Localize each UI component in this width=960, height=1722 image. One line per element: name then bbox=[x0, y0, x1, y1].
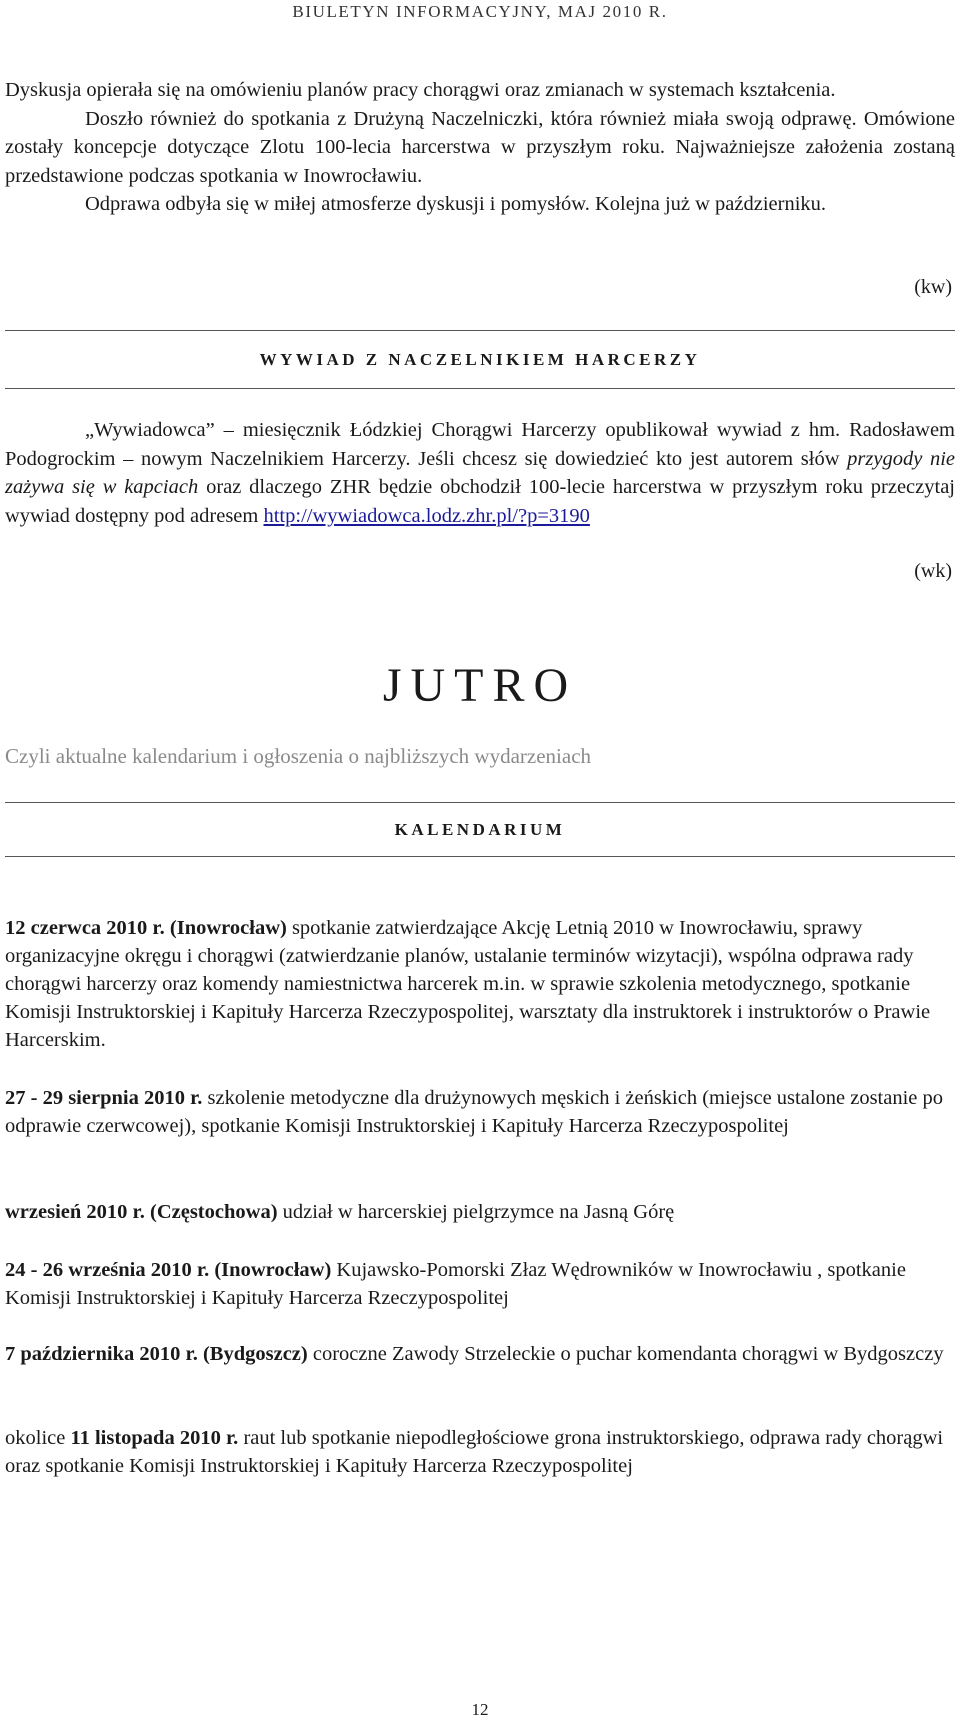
interview-text-before: „Wywiadowca” – miesięcznik Łódzkiej Chorągwi Harcerzy opublikował wywiad z hm. Radosławem Podogrockim – nowym Naczelnikiem Harcerzy. Jeśli chcesz się dowiedzieć kto jest autorem słów bbox=[5, 419, 955, 470]
calendar-heading: KALENDARIUM bbox=[394, 820, 566, 839]
calendar-event bbox=[5, 914, 955, 1054]
event-place: (Inowrocław) bbox=[169, 917, 287, 939]
event-description: spotkanie zatwierdzające Akcję Letnią 2010 w Inowrocławiu, sprawy organizacyjne okręgu i chorągwi (zatwierdzanie planów, ustalanie terminów wizytacji), wspólna odprawa rady chorągwi harcerzy oraz komendy namiestnictwa harcerek m.in. w sprawie szkolenia metodycznego, spotkanie Komisji Instruktorskiej i Kapituły Harcerza Rzeczypospolitej, warsztaty dla instruktorek i instruktorów o Prawie Harcerskim. bbox=[5, 917, 931, 1051]
jutro-title: JUTRO bbox=[382, 659, 578, 712]
intro-paragraph-2: Doszło również do spotkania z Drużyną Naczelniczki, która również miała swoją odprawę. Omówione zostały koncepcje dotyczące Zlotu 100-lecia harcerstwa w przyszłym roku. Najważniejsze założenia zostaną przedstawione podczas spotkania w Inowrocławiu. bbox=[5, 107, 955, 187]
interview-paragraph bbox=[5, 416, 955, 530]
interview-quote: przygody nie zażywa się w kapciach bbox=[5, 447, 956, 498]
event-description: raut lub spotkanie niepodległościowe grona instruktorskiego, odprawa rady chorągwi oraz spotkanie Komisji Instruktorskiej i Kapituły Harcerza Rzeczypospolitej bbox=[5, 1427, 944, 1477]
calendar-rule-bottom bbox=[5, 856, 955, 857]
calendar-event bbox=[5, 1424, 955, 1480]
event-description: szkolenie metodyczne dla drużynowych męskich i żeńskich (miejsce ustalone zostanie po odprawie czerwcowej), spotkanie Komisji Instruktorskiej i Kapituły Harcerza Rzeczypospolitej bbox=[5, 1087, 944, 1137]
running-header: BIULETYN INFORMACYJNY, MAJ 2010 R. bbox=[292, 2, 668, 21]
calendar-event bbox=[5, 1198, 955, 1226]
event-date: 12 czerwca 2010 r. bbox=[5, 917, 165, 939]
event-place: (Bydgoszcz) bbox=[202, 1343, 308, 1365]
event-place: (Częstochowa) bbox=[150, 1201, 278, 1223]
page-number: 12 bbox=[471, 1700, 489, 1719]
intro-section bbox=[5, 76, 955, 219]
calendar-rule-top bbox=[5, 802, 955, 803]
event-date: 7 października 2010 r. bbox=[5, 1343, 198, 1365]
event-place: (Inowrocław) bbox=[214, 1259, 332, 1281]
event-date: 27 - 29 sierpnia 2010 r. bbox=[5, 1087, 203, 1109]
event-description: Kujawsko-Pomorski Złaz Wędrowników w Inowrocławiu , spotkanie Komisji Instruktorskiej i Kapituły Harcerza Rzeczypospolitej bbox=[5, 1259, 906, 1309]
event-description: udział w harcerskiej pielgrzymce na Jasną Górę bbox=[282, 1201, 675, 1223]
event-date: 11 listopada 2010 r. bbox=[70, 1427, 239, 1449]
event-date: 24 - 26 września 2010 r. bbox=[5, 1259, 210, 1281]
section-rule-top bbox=[5, 330, 955, 331]
interview-heading: WYWIAD Z NACZELNIKIEM HARCERZY bbox=[259, 350, 701, 369]
intro-paragraph-3: Odprawa odbyła się w miłej atmosferze dyskusji i pomysłów. Kolejna już w październiku. bbox=[85, 193, 827, 215]
intro-signature: (kw) bbox=[914, 276, 952, 298]
event-date: wrzesień 2010 r. bbox=[5, 1201, 145, 1223]
calendar-event bbox=[5, 1084, 955, 1140]
intro-paragraph-1: Dyskusja opierała się na omówieniu planów pracy chorągwi oraz zmianach w systemach kształcenia. bbox=[5, 79, 836, 101]
event-prefix: okolice bbox=[5, 1427, 71, 1449]
interview-link[interactable]: http://wywiadowca.lodz.zhr.pl/?p=3190 bbox=[263, 504, 590, 527]
section-rule-bottom bbox=[5, 388, 955, 389]
calendar-event bbox=[5, 1340, 955, 1368]
interview-text-after: oraz dlaczego ZHR będzie obchodził 100-lecie harcerstwa w przyszłym roku przeczytaj wywiad dostępny pod adresem bbox=[5, 476, 955, 527]
calendar-event bbox=[5, 1256, 955, 1312]
interview-signature: (wk) bbox=[914, 560, 952, 582]
event-description: coroczne Zawody Strzeleckie o puchar komendanta chorągwi w Bydgoszczy bbox=[312, 1343, 944, 1365]
jutro-subtitle: Czyli aktualne kalendarium i ogłoszenia o najbliższych wydarzeniach bbox=[5, 744, 592, 768]
